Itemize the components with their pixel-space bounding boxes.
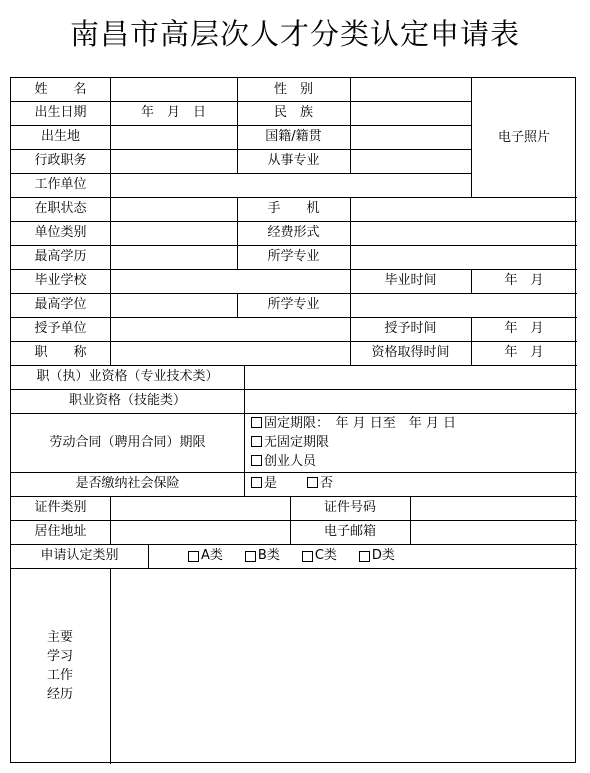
employer-type-label: 单位类别 bbox=[34, 225, 87, 240]
granting-time-label: 授予时间 bbox=[384, 321, 437, 336]
history-label: 主要 学习 工作 经历 bbox=[46, 630, 73, 702]
graduation-time-field[interactable]: 年 月 bbox=[504, 273, 544, 288]
category-options bbox=[188, 544, 568, 568]
labor-contract-options bbox=[251, 414, 571, 471]
checkbox-icon[interactable] bbox=[251, 417, 262, 428]
labor-contract-label: 劳动合同（聘用合同）期限 bbox=[49, 434, 206, 450]
social-insurance-label: 是否缴纳社会保险 bbox=[75, 476, 180, 491]
mobile-field[interactable] bbox=[350, 197, 577, 221]
checkbox-icon[interactable] bbox=[251, 436, 262, 447]
form-title: 南昌市高层次人才分类认定申请表 bbox=[69, 17, 520, 51]
category-c-option[interactable]: C类 bbox=[302, 548, 337, 564]
checkbox-icon[interactable] bbox=[302, 551, 313, 562]
checkbox-icon[interactable] bbox=[245, 551, 256, 562]
id-type-field[interactable] bbox=[110, 496, 290, 520]
prof-qualification-label: 职（执）业资格（专业技术类） bbox=[36, 369, 219, 384]
checkbox-icon[interactable] bbox=[251, 455, 262, 466]
employment-status-field[interactable] bbox=[110, 197, 237, 221]
category-d-option[interactable]: D类 bbox=[359, 548, 395, 564]
category-label: 申请认定类别 bbox=[40, 548, 119, 563]
name-field[interactable] bbox=[110, 78, 237, 101]
funding-type-field[interactable] bbox=[350, 221, 577, 245]
history-field[interactable] bbox=[110, 568, 577, 764]
email-label: 电子邮箱 bbox=[323, 524, 376, 539]
checkbox-icon[interactable] bbox=[251, 477, 262, 488]
employer-field[interactable] bbox=[110, 173, 471, 197]
highest-education-field[interactable] bbox=[110, 245, 237, 269]
id-number-field[interactable] bbox=[410, 496, 577, 520]
email-field[interactable] bbox=[410, 520, 577, 544]
title-rank-label: 职 称 bbox=[34, 345, 87, 360]
contract-fixed-option[interactable]: 固定期限： 年 月 日至 年 月 日 bbox=[251, 414, 571, 433]
address-label: 居住地址 bbox=[34, 524, 87, 539]
category-a-option[interactable]: A类 bbox=[188, 548, 223, 564]
id-number-label: 证件号码 bbox=[323, 500, 376, 515]
highest-education-label: 最高学历 bbox=[34, 249, 87, 264]
major-label: 所学专业 bbox=[267, 249, 320, 264]
insurance-no-option[interactable]: 否 bbox=[307, 476, 333, 492]
birth-date-label: 出生日期 bbox=[34, 105, 87, 120]
application-form bbox=[10, 77, 576, 763]
graduation-time-label: 毕业时间 bbox=[384, 273, 437, 288]
degree-major-field[interactable] bbox=[350, 293, 577, 317]
gender-label: 性 别 bbox=[273, 81, 313, 97]
contract-open-option[interactable]: 无固定期限 bbox=[251, 433, 571, 452]
name-label: 姓 名 bbox=[34, 81, 87, 97]
ethnicity-label: 民 族 bbox=[273, 105, 313, 120]
position-field[interactable] bbox=[110, 149, 237, 173]
employer-label: 工作单位 bbox=[34, 177, 87, 192]
checkbox-icon[interactable] bbox=[359, 551, 370, 562]
prof-qualification-field[interactable] bbox=[244, 365, 577, 389]
address-field[interactable] bbox=[110, 520, 290, 544]
photo-label: 电子照片 bbox=[497, 129, 550, 145]
birthplace-label: 出生地 bbox=[40, 129, 80, 144]
specialty-field[interactable] bbox=[350, 149, 471, 173]
skill-qualification-field[interactable] bbox=[244, 389, 577, 413]
granting-unit-field[interactable] bbox=[110, 317, 350, 341]
social-insurance-options bbox=[251, 472, 571, 496]
nationality-label: 国籍/籍贯 bbox=[265, 129, 322, 144]
granting-time-field[interactable]: 年 月 bbox=[504, 321, 544, 336]
id-type-label: 证件类别 bbox=[34, 500, 87, 515]
highest-degree-label: 最高学位 bbox=[34, 297, 87, 312]
nationality-field[interactable] bbox=[350, 125, 471, 149]
ethnicity-field[interactable] bbox=[350, 101, 471, 125]
checkbox-icon[interactable] bbox=[188, 551, 199, 562]
specialty-label: 从事专业 bbox=[267, 153, 320, 168]
qualification-time-field[interactable]: 年 月 bbox=[504, 345, 544, 360]
checkbox-icon[interactable] bbox=[307, 477, 318, 488]
graduate-school-field[interactable] bbox=[110, 269, 350, 293]
skill-qualification-label: 职业资格（技能类） bbox=[68, 393, 186, 408]
contract-entrepreneur-option[interactable]: 创业人员 bbox=[251, 452, 571, 471]
highest-degree-field[interactable] bbox=[110, 293, 237, 317]
funding-type-label: 经费形式 bbox=[267, 225, 320, 240]
insurance-yes-option[interactable]: 是 bbox=[251, 476, 277, 492]
qualification-time-label: 资格取得时间 bbox=[371, 345, 450, 360]
granting-unit-label: 授予单位 bbox=[34, 321, 87, 336]
title-rank-field[interactable] bbox=[110, 341, 350, 365]
employer-type-field[interactable] bbox=[110, 221, 237, 245]
mobile-label: 手 机 bbox=[267, 201, 320, 216]
employment-status-label: 在职状态 bbox=[34, 201, 87, 216]
birthplace-field[interactable] bbox=[110, 125, 237, 149]
degree-major-label: 所学专业 bbox=[267, 297, 320, 312]
major-field[interactable] bbox=[350, 245, 577, 269]
birth-date-field[interactable]: 年 月 日 bbox=[140, 105, 206, 120]
category-b-option[interactable]: B类 bbox=[245, 548, 280, 564]
graduate-school-label: 毕业学校 bbox=[34, 273, 87, 288]
position-label: 行政职务 bbox=[34, 153, 87, 168]
gender-field[interactable] bbox=[350, 78, 471, 101]
